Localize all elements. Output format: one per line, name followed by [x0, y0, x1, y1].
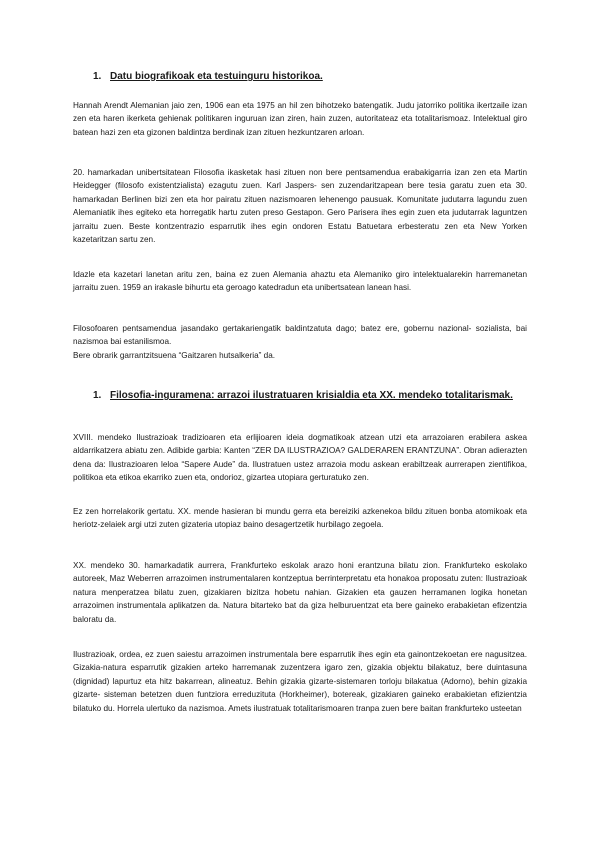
paragraph: Idazle eta kazetari lanetan aritu zen, baina ez zuen Alemania ahaztu eta Alemaniko giro intelektualarekin harremanetan jarraitu zuen. 1959 an irakasle bihurtu eta geroago katedradun eta unibertsatean lanean hasi. — [73, 270, 527, 293]
section-heading-biography — [93, 70, 523, 83]
paragraph: Ilustrazioak, ordea, ez zuen saiestu arrazoimen instrumentala bere esparrutik ihes egin eta gainontzekoetan ere nagusitzea. Gizakia-natura esparrutik gizakien arteko harremanak zuzentzera igaro zen, gizakia objektu bilakatuz, bere duintasuna (dignidad) lapurtuz eta hitz bakarrean, alineatuz. Behin gizakia gizarte-sistemaren torloju bilakatua (Adorno), behin gizakia gizarte- sisteman betetzen duen funtziora erreduzituta (Horkheimer), botereak, gizakiaren gaineko erabakietan efizientzia bilatuko du. Horrela ulertuko da nazismoa. Amets ilustratuak totalitarismoaren tranpa zuen bere baitan frankfurteko usteetan — [73, 650, 527, 713]
section-title: Datu biografikoak eta testuinguru historikoa. — [110, 71, 323, 82]
section-number: 1. — [93, 390, 102, 401]
section-title: Filosofia-inguramena: arrazoi ilustratuaren krisialdia eta XX. mendeko totalitarismak. — [110, 390, 513, 401]
paragraph: Bere obrarik garrantzitsuena “Gaitzaren hutsalkeria” da. — [73, 351, 276, 360]
paragraph: Ez zen horrelakorik gertatu. XX. mende hasieran bi mundu gerra eta bereiziki azkenekoa bildu zituen bonba atomikoak eta heriotz-zelaiek argi utzi zuten gizateria utopiaz baino desagertzetik hurbilago zegoela. — [73, 507, 527, 530]
paragraph: XX. mendeko 30. hamarkadatik aurrera, Frankfurteko eskolak arazo honi erantzuna bilatu zion. Frankfurteko eskolako autoreek, Maz Weberren arrazoimen instrumentalaren kontzeptua berrinterpretatu eta honakoa proposatu zuten: Ilustrazioak natura menperatzea bilatu zuen, gizakiaren bizitza hobetu nahian. Gizakien eta gauzen herramanen logika honetan arrazoimen instrumentala aplikatzen da. Natura bitarteko bat da giza helburuentzat eta bere gaineko erabakietan efizentzia baloratu da. — [73, 561, 527, 624]
section-number: 1. — [93, 71, 102, 82]
section-heading-context — [93, 389, 523, 402]
paragraph: Hannah Arendt Alemanian jaio zen, 1906 ean eta 1975 an hil zen bihotzeko batengatik. Judu jatorriko politika ikertzaile izan zen eta haren ikerketa gehienak politikaren inguruan izan ziren, hain zuzen, autoritateaz eta totalitarismoaz. Intelektual giro batean hazi zen eta gizonen baldintza berdinak izan zituen hezkuntzaren arloan. — [73, 101, 527, 137]
paragraph: XVIII. mendeko Ilustrazioak tradizioaren eta erlijioaren ideia dogmatikoak atzean utzi eta arrazoiaren erabilera askea aldarrikatzera abiatu zen. Adibide garbia: Kanten “ZER DA ILUSTRAZIOA? GALDERAREN ERANTZUNA”. Obran adierazten dena da: Ilustrazioaren leloa “Sapere Aude” da. Ilustratuen ustez arrazoia modu askean erabiltzeak aurrerapen zientifikoa, politikoa eta etikoa ekarriko zuen eta, ondorioz, gizartea utopiara gerturatuko zen. — [73, 433, 527, 483]
paragraph: 20. hamarkadan unibertsitatean Filosofia ikasketak hasi zituen non bere pentsamendua erabakigarria izan zen eta Martin Heidegger (filosofo existentzialista) ezagutu zuen. Karl Jaspers- sen zuzendaritzapean bere tesia garatu zuen eta 30. hamarkadan Berlinen bizi zen eta hor pairatu zituen nazismoaren lehenengo pausuak. Komunitate judutarra lagundu zuen Alemaniatik ihes egiteko eta horregatik hartu zuten preso Gestapon. Gero Parisera ihes egin zuen eta judutarrak laguntzen jarraitu zuen. Beste kontzentrazio esparrutik ihes egin ondoren Estatu Batuetara erbesteratu zen eta New Yorken kazetaritzan sartu zen. — [73, 168, 527, 245]
paragraph: Filosofoaren pentsamendua jasandako gertakariengatik baldintzatuta dago; batez ere, gobernu nazional- sozialista, bai nazismoa bai estanilismoa. — [73, 324, 527, 347]
